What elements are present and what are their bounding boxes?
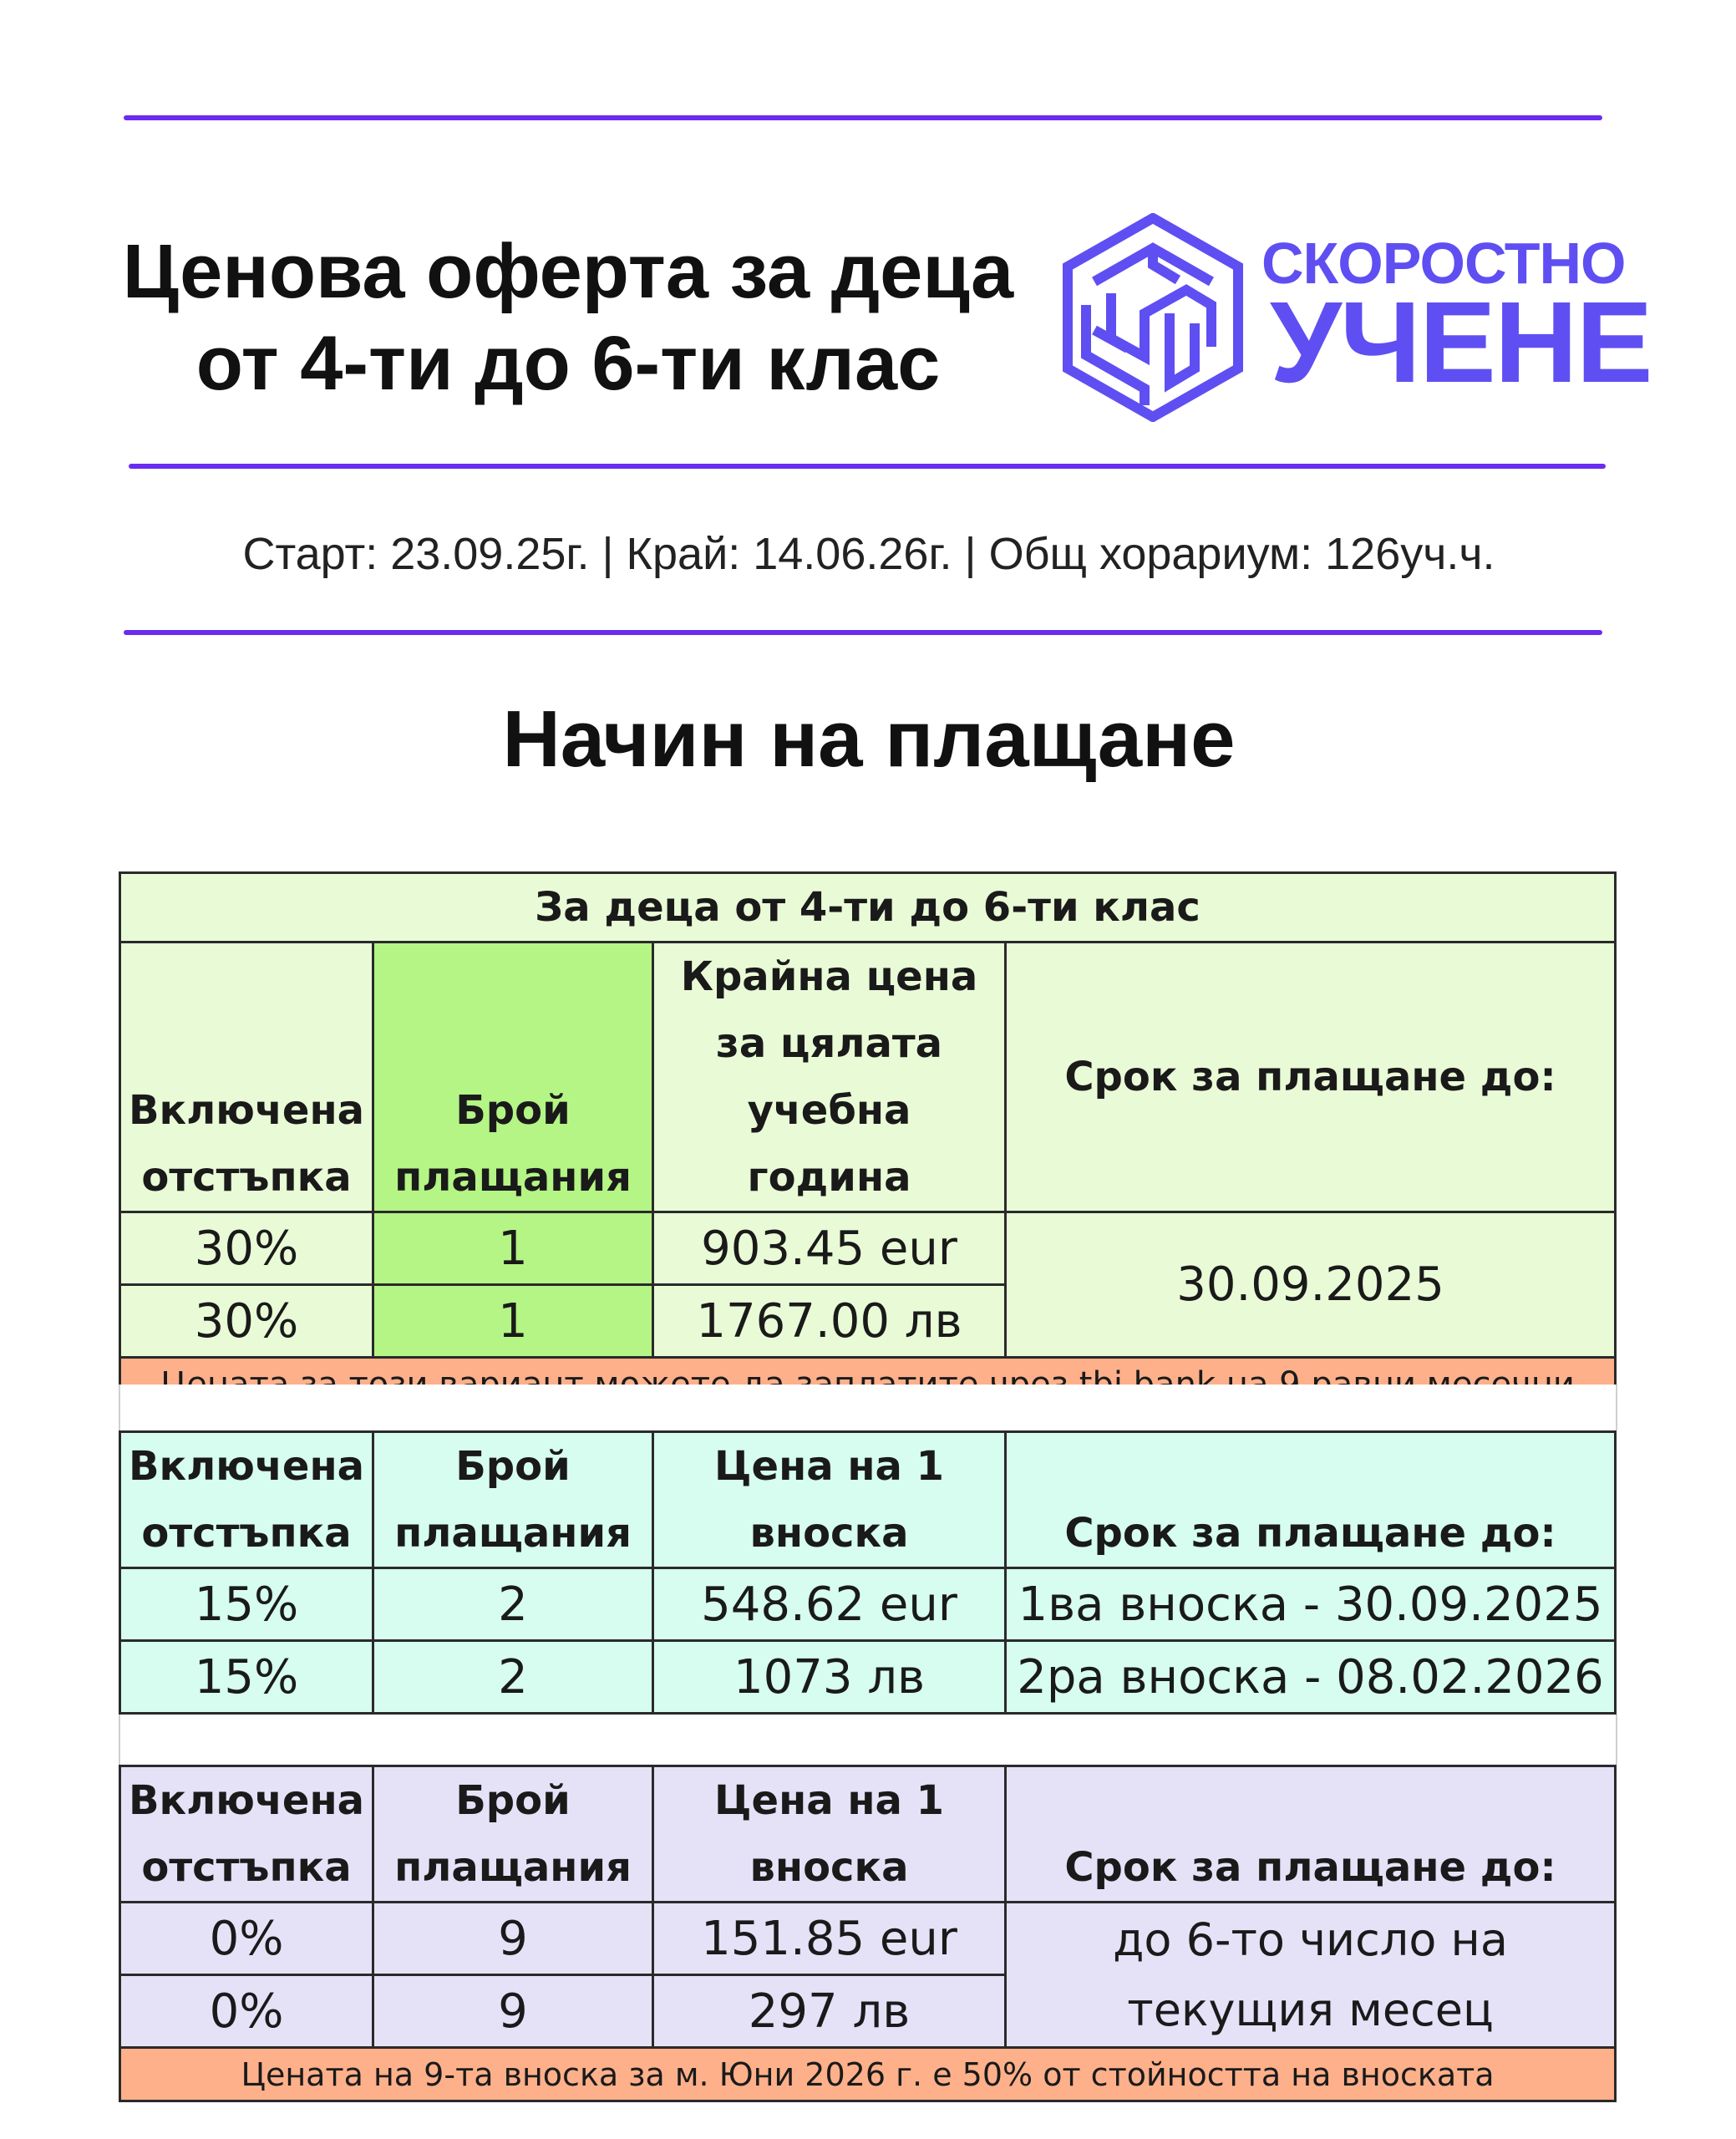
logo-text-bottom: УЧЕНЕ [1270,278,1652,407]
last-installment-note: Цената на 9-та вноска за м. Юни 2026 г. е 50% от стойността на вноската [120,2048,1616,2101]
table-cell-payments: 9 [373,1975,653,2048]
table-spacer [119,1715,1617,1765]
header-payments: Брой плащания [373,1432,653,1568]
header-deadline: Срок за плащане до: [1006,1766,1616,1903]
page-title-line-1: Ценова оферта за деца [122,229,1014,314]
pricing-table-two-payments [119,1430,1617,1715]
table-cell-deadline: 1ва вноска - 30.09.2025 [1006,1568,1616,1641]
table-cell-deadline: 2ра вноска - 08.02.2026 [1006,1641,1616,1714]
header-price: Цена на 1 вноска [653,1432,1006,1568]
section-title: Начин на плащане [502,694,1236,784]
course-info: Старт: 23.09.25г. | Край: 14.06.26г. | Общ хорариум: 126уч.ч. [242,529,1495,579]
table-cell-price: 548.62 eur [653,1568,1006,1641]
header-price: Цена на 1 вноска [653,1766,1006,1903]
table-cell-discount: 15% [120,1568,373,1641]
header-discount: Включена отстъпка [120,942,373,1212]
table-cell-price: 1767.00 лв [653,1285,1006,1358]
table-cell-payments: 1 [373,1285,653,1358]
table-cell-price: 151.85 eur [653,1903,1006,1975]
table-cell-deadline: 30.09.2025 [1006,1212,1616,1358]
table-cell-discount: 0% [120,1975,373,2048]
table-cell-payments: 2 [373,1568,653,1641]
table-cell-price: 297 лв [653,1975,1006,2048]
logo-text-top: СКОРОСТНО [1261,231,1626,296]
table-cell-discount: 30% [120,1285,373,1358]
header-deadline: Срок за плащане до: [1006,942,1616,1212]
table-cell-payments: 2 [373,1641,653,1714]
header-discount: Включена отстъпка [120,1432,373,1568]
table-spacer [119,1385,1617,1430]
table-cell-payments: 1 [373,1212,653,1285]
table-cell-discount: 0% [120,1903,373,1975]
table-cell-price: 1073 лв [653,1641,1006,1714]
table-caption: За деца от 4-ти до 6-ти клас [120,873,1616,942]
header-discount: Включена отстъпка [120,1766,373,1903]
pricing-table-nine-payments [119,1765,1617,2102]
table-cell-payments: 9 [373,1903,653,1975]
table-cell-discount: 15% [120,1641,373,1714]
info-divider [124,630,1602,635]
header-payments: Брой плащания [373,942,653,1212]
table-cell-discount: 30% [120,1212,373,1285]
pricing-table-single-payment [119,871,1617,1465]
header-divider [129,464,1606,469]
header-price: Крайна цена за цялата учебна година [653,942,1006,1212]
table-cell-price: 903.45 eur [653,1212,1006,1285]
page-title [92,226,1044,409]
table-cell-deadline: до 6-то число на текущия месец [1006,1903,1616,2048]
header-deadline: Срок за плащане до: [1006,1432,1616,1568]
header-payments: Брой плащания [373,1766,653,1903]
page-title-line-2: от 4-ти до 6-ти клас [195,321,941,406]
top-divider [124,115,1602,120]
